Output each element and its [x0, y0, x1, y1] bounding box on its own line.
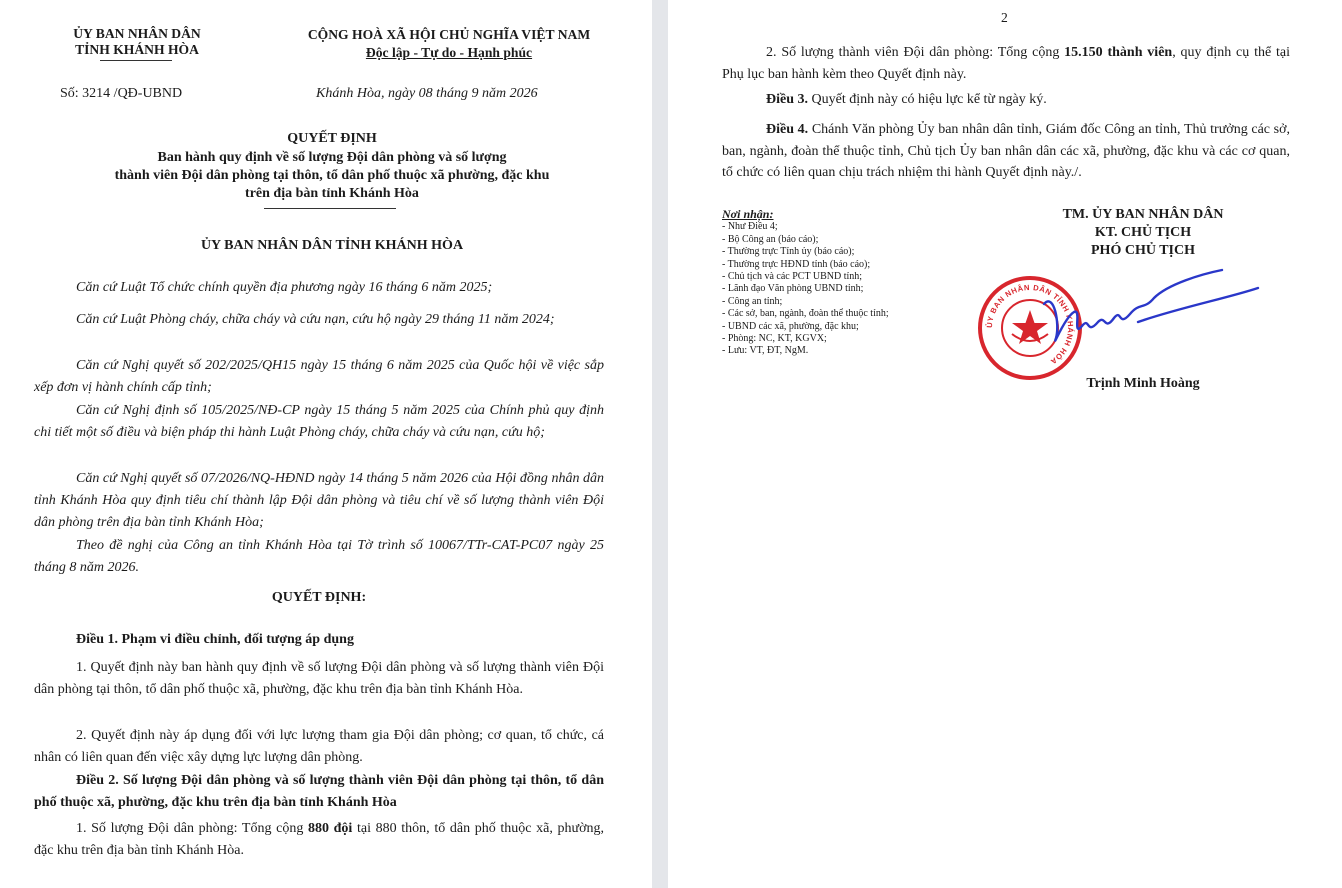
signer-name: Trịnh Minh Hoàng: [1086, 376, 1200, 391]
article-2-clause-2-text: 2. Số lượng thành viên Đội dân phòng: Tổng cộng: [766, 45, 1065, 60]
document-subject: [30, 149, 634, 203]
recipient-item: - Thường trực Tỉnh ủy (báo cáo);: [722, 246, 855, 258]
legal-basis-5: Căn cứ Nghị quyết số 07/2026/NQ-HĐND ngày 14 tháng 5 năm 2026 của Hội đồng nhân dân tỉnh Khánh Hòa quy định tiêu chí thành lập Đội dân phòng và tiêu chí về số lượng thành viên Đội dân phòng trên địa bàn tỉnh Khánh Hòa;: [34, 471, 604, 530]
recipient-item: - Công an tỉnh;: [722, 295, 783, 307]
recipient-item: - Bộ Công an (báo cáo);: [722, 233, 819, 245]
signature-line-3: PHÓ CHỦ TỊCH: [1091, 243, 1195, 258]
signature-line-2: KT. CHỦ TỊCH: [1094, 225, 1192, 240]
recipients-heading: Nơi nhận:: [722, 207, 774, 221]
article-1-title: Điều 1. Phạm vi điều chỉnh, đối tượng áp dụng: [76, 632, 354, 647]
decision-authority: ỦY BAN NHÂN DÂN TỈNH KHÁNH HÒA: [200, 238, 464, 253]
article-2-clause-1: [34, 818, 604, 862]
document-page-1: [0, 0, 652, 888]
team-count: 880 đội: [308, 821, 353, 836]
recipient-item: - Lưu: VT, ĐT, NgM.: [722, 345, 809, 357]
article-2-clause-1-text: 1. Số lượng Đội dân phòng: Tổng cộng: [76, 821, 308, 836]
recipient-item: - Phòng: NC, KT, KGVX;: [722, 333, 827, 345]
seal-text: ỦY BAN NHÂN DÂN TỈNH KHÁNH HÒA: [984, 282, 1076, 367]
recipient-item: - Như Điều 4;: [722, 221, 778, 233]
article-4: [722, 119, 1290, 184]
subject-line-1: Ban hành quy định về số lượng Đội dân phòng và số lượng: [157, 150, 507, 165]
article-4-text: Chánh Văn phòng Ủy ban nhân dân tỉnh, Giám đốc Công an tỉnh, Thủ trưởng các sở, ban, ngành, đoàn thể thuộc tỉnh, Chủ tịch Ủy ban nhân dân các xã, phường, đặc khu và các cơ quan, tổ chức có liên quan chịu trách nhiệm thi hành Quyết định này./.: [722, 122, 1291, 180]
official-seal-and-signature: [968, 268, 1268, 388]
issuing-authority-line2: TỈNH KHÁNH HÒA: [75, 42, 199, 57]
recipients-block: [722, 208, 889, 358]
subject-line-3: trên địa bàn tỉnh Khánh Hòa: [245, 186, 419, 201]
document-page-2: [668, 0, 1342, 888]
document-type: QUYẾT ĐỊNH: [287, 131, 377, 146]
recipient-item: - Lãnh đạo Văn phòng UBND tỉnh;: [722, 283, 864, 295]
issuing-authority-header: [40, 26, 234, 58]
article-3-text: Quyết định này có hiệu lực kể từ ngày ký.: [808, 92, 1047, 107]
decides-heading: QUYẾT ĐỊNH:: [271, 590, 367, 605]
recipient-item: - Các sở, ban, ngành, đoàn thể thuộc tỉnh;: [722, 308, 889, 320]
article-3-label: Điều 3.: [766, 92, 808, 107]
issuing-authority-line1: ỦY BAN NHÂN DÂN: [73, 26, 201, 41]
member-count: 15.150 thành viên: [1064, 45, 1173, 60]
seal-star-icon: [1012, 310, 1048, 344]
recipient-item: - UBND các xã, phường, đặc khu;: [722, 320, 859, 332]
article-1-clause-2: 2. Quyết định này áp dụng đối với lực lượng tham gia Đội dân phòng; cơ quan, tổ chức, cá nhân có liên quan đến việc xây dựng lực lượng dân phòng.: [34, 728, 604, 765]
header-underline-left: [100, 60, 172, 61]
legal-basis-3: Căn cứ Nghị quyết số 202/2025/QH15 ngày 15 tháng 6 năm 2025 của Quốc hội về việc sắp xếp đơn vị hành chính cấp tỉnh;: [34, 358, 604, 395]
signature-title-block: [998, 206, 1288, 260]
signature-line-1: TM. ỦY BAN NHÂN DÂN: [1062, 207, 1224, 222]
article-1-clause-1: 1. Quyết định này ban hành quy định về số lượng Đội dân phòng và số lượng thành viên Đội dân phòng tại thôn, tổ dân phố thuộc xã, phường, đặc khu trên địa bàn tỉnh Khánh Hòa.: [34, 660, 604, 697]
document-date: Khánh Hòa, ngày 08 tháng 9 năm 2026: [316, 86, 538, 101]
official-seal: [980, 278, 1080, 378]
national-motto: Độc lập - Tự do - Hạnh phúc: [365, 45, 533, 60]
article-2-title: Điều 2. Số lượng Đội dân phòng và số lượng thành viên Đội dân phòng tại thôn, tổ dân phố thuộc xã, phường, đặc khu trên địa bàn tỉnh Khánh Hòa: [34, 773, 604, 810]
recipient-item: - Chủ tịch và các PCT UBND tỉnh;: [722, 271, 863, 283]
subject-line-2: thành viên Đội dân phòng tại thôn, tổ dân phố thuộc xã phường, đặc khu: [114, 168, 550, 183]
legal-basis-6: Theo đề nghị của Công an tỉnh Khánh Hòa tại Tờ trình số 10067/TTr-CAT-PC07 ngày 25 tháng 8 năm 2026.: [34, 538, 604, 575]
national-name: CỘNG HOÀ XÃ HỘI CHỦ NGHĨA VIỆT NAM: [307, 27, 591, 42]
legal-basis-2: Căn cứ Luật Phòng cháy, chữa cháy và cứu nạn, cứu hộ ngày 29 tháng 11 năm 2024;: [76, 312, 555, 327]
document-number: Số: 3214 /QĐ-UBND: [60, 86, 183, 101]
legal-basis-4: Căn cứ Nghị định số 105/2025/NĐ-CP ngày 15 tháng 5 năm 2025 của Chính phủ quy định chi tiết một số điều và biện pháp thi hành Luật Phòng cháy, chữa cháy và cứu nạn, cứu hộ;: [34, 403, 604, 440]
subject-underline: [264, 208, 396, 209]
article-2-clause-1-tail: tại 880 thôn, tổ dân phố thuộc xã, phường, đặc khu trên địa bàn tỉnh Khánh Hòa.: [34, 821, 604, 858]
national-motto-header: [264, 26, 634, 62]
article-3: [722, 89, 1290, 111]
legal-basis-1: Căn cứ Luật Tổ chức chính quyền địa phương ngày 16 tháng 6 năm 2025;: [76, 280, 493, 295]
article-4-label: Điều 4.: [766, 122, 809, 137]
recipient-item: - Thường trực HĐND tỉnh (báo cáo);: [722, 258, 871, 270]
article-2-clause-2: [722, 42, 1290, 85]
article-2-clause-2-tail: , quy định cụ thể tại Phụ lục ban hành kèm theo Quyết định này.: [722, 45, 1290, 82]
page-number: 2: [1001, 10, 1008, 25]
